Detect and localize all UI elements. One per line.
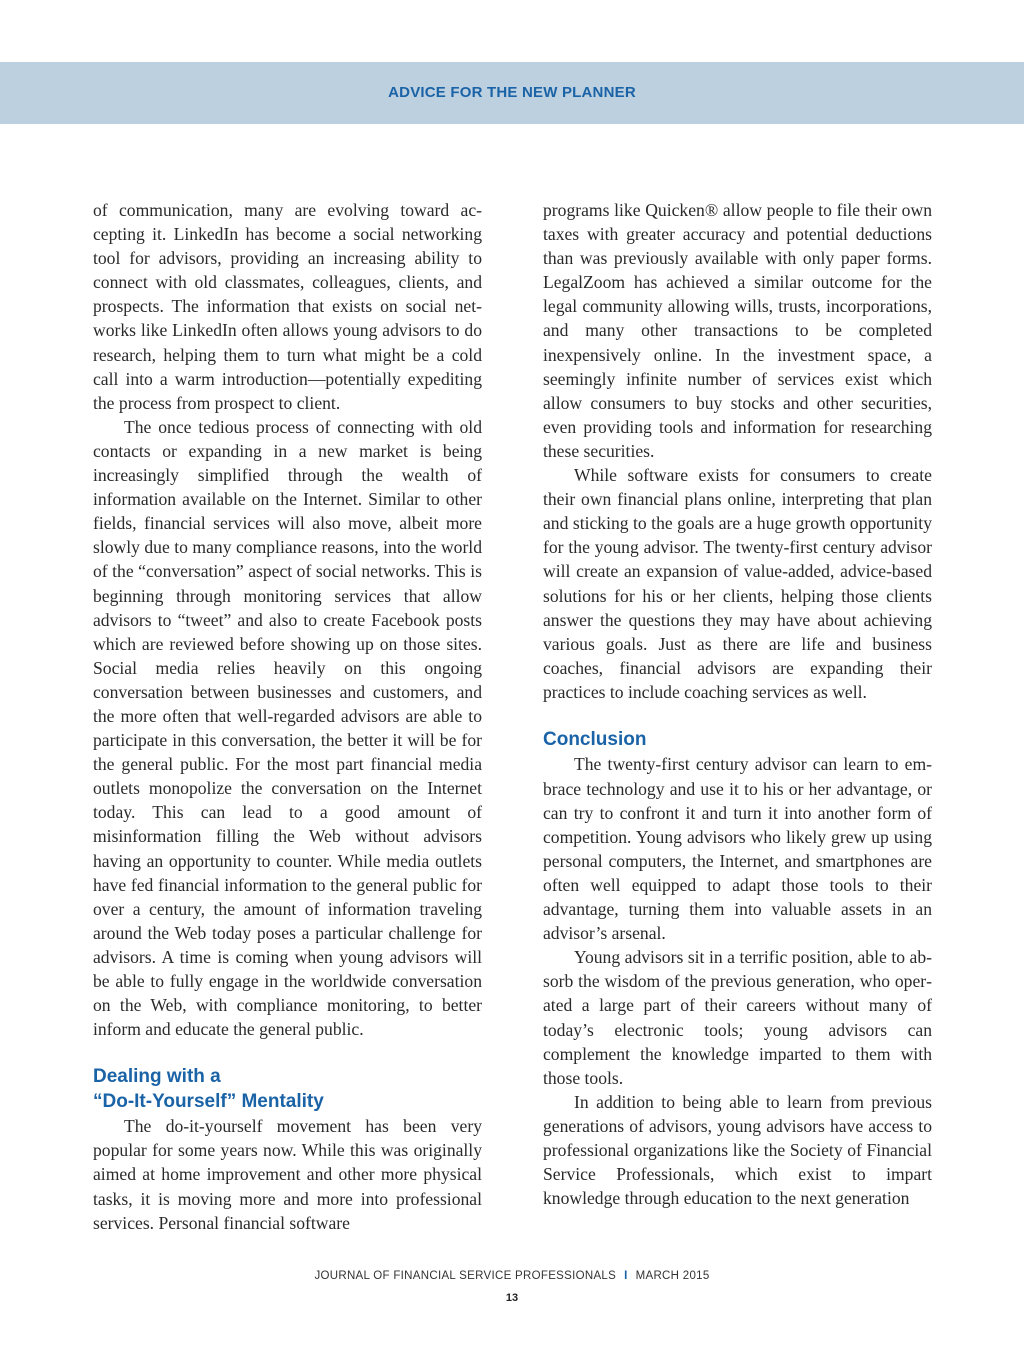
footer-separator: I <box>624 1270 628 1282</box>
left-column <box>93 198 482 1235</box>
section-heading: Conclusion <box>543 728 647 750</box>
section-title: ADVICE FOR THE NEW PLANNER <box>388 84 636 101</box>
footer-journal-line <box>0 1270 1024 1282</box>
journal-name: JOURNAL OF FINANCIAL SERVICE PROFESSIONALS <box>314 1270 617 1282</box>
section-heading <box>93 1065 482 1114</box>
paragraph: programs like Quicken® allow people to file their own taxes with greater accuracy and potential deductions than was previously available with only paper forms. LegalZoom has achieved a similar outcome for the legal community allowing wills, trusts, incorporations, and many other transactions to be completed inexpensively online. In the investment space, a seemingly infinite number of services exist which allow consumers to buy stocks and other securities, even providing tools and information for researching these securities. <box>543 200 932 461</box>
paragraph: The do-it-yourself movement has been very popular for some years now. While this was originally aimed at home improvement and other more physical tasks, it is moving more and more into professional services. Personal financial software <box>93 1116 482 1233</box>
heading-line: “Do-It-Yourself” Mentality <box>93 1090 324 1112</box>
heading-line: Dealing with a <box>93 1066 221 1088</box>
paragraph: While software exists for consumers to create their own financial plans online, interpreting that plan and sticking to the goals are a huge growth opportunity for the young advisor. The twenty-first century advisor will create an expansion of value-added, advice-based solutions for his or her clients, helping those clients answer the questions they may have about achieving various goals. Just as there are life and business coaches, financial advisors are expanding their practices to include coaching services as well. <box>543 465 932 702</box>
right-column <box>543 198 932 1210</box>
paragraph: In addition to being able to learn from previous generations of advisors, young advisors have access to professional organizations like the Society of Financial Service Professionals, which exist to impart knowledge through education to the next generation <box>543 1091 932 1209</box>
paragraph: The once tedious process of connecting with old contacts or expanding in a new market is being increasingly simplified through the wealth of information available on the Internet. Similar to other fields, financial services will also move, albeit more slowly due to many compliance reasons, into the world of the “conversation” aspect of social networks. This is beginning through monitoring services that allow advisors to “tweet” and also to create Facebook posts which are reviewed before showing up on those sites. Social media relies heavily on this ongoing conversation between businesses and customers, and the more often that well-regarded advisors are able to participate in this conversation, the better it will be for the general public. For the most part financial media outlets monopolize the conversation on the Internet today. This can lead to a good amount of misinformation filling the Web without advisors having an opportunity to counter. While media outlets have fed financial information to the general public for over a century, the amount of information traveling around the Web today poses a particular challenge for advisors. A time is coming when young advisors will be able to fully engage in the worldwide conversation on the Web, with compliance monitoring, to better inform and educate the general public. <box>93 416 482 1040</box>
issue-date: MARCH 2015 <box>635 1270 710 1282</box>
paragraph: The twenty-first century advisor can learn to embrace technology and use it to his or her advantage, or can try to confront it and turn it into another form of competition. Young advisors who likely grew up using personal computers, the Internet, and smartphones are often well equipped to adapt those tools to their advantage, turning them into valuable assets in an advisor’s arsenal. <box>543 754 932 944</box>
paragraph: Young advisors sit in a terrific position, able to absorb the wisdom of the previous generation, who operated a large part of their careers without many of today’s electronic tools; young advisors can complement the knowledge imparted to them with those tools. <box>543 947 932 1088</box>
paragraph: of communication, many are evolving toward accepting it. LinkedIn has become a social networking tool for advisors, providing an increasing ability to connect with old classmates, colleagues, clients, and prospects. The information that exists on social networks like LinkedIn often allows young advisors to do research, helping them to turn what might be a cold call into a warm introduction—potentially expediting the process from prospect to client. <box>93 200 482 413</box>
page-number: 13 <box>505 1292 519 1304</box>
